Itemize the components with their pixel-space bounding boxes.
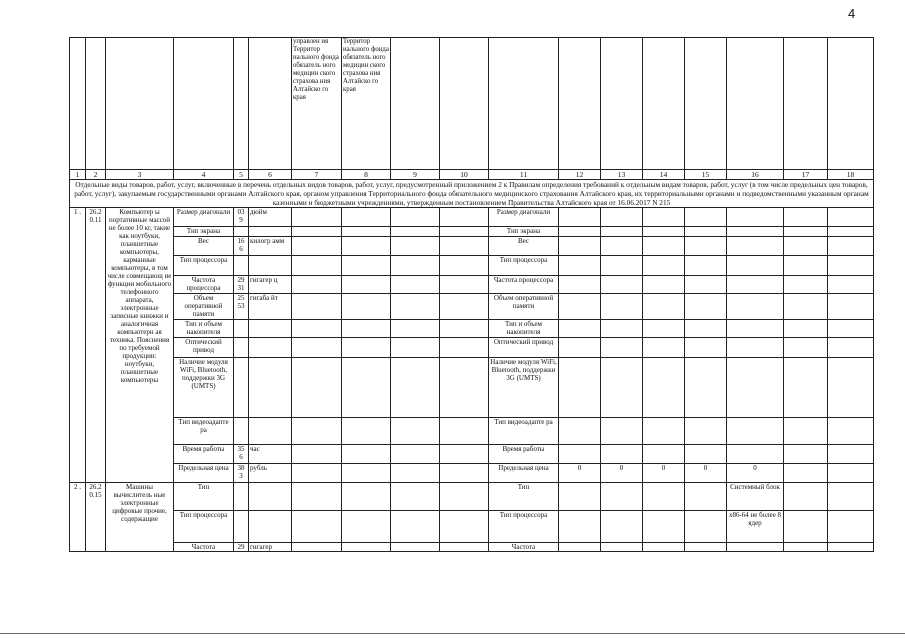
okei-code: 29 (234, 543, 249, 552)
column-number: 1 (70, 170, 86, 180)
column-number: 16 (727, 170, 784, 180)
okei-code (234, 320, 249, 338)
column-number: 7 (292, 170, 342, 180)
okei-code (234, 418, 249, 445)
characteristic: Предельная цена (174, 464, 234, 483)
okei-code (234, 358, 249, 418)
page-number: 4 (848, 6, 856, 21)
column-number: 2 (86, 170, 106, 180)
column-number: 9 (391, 170, 440, 180)
characteristic-approved: Вес (489, 237, 559, 256)
characteristic: Объем оперативной памяти (174, 294, 234, 320)
item-number: 2 . (70, 483, 86, 552)
okei-code (234, 256, 249, 276)
unit (249, 358, 292, 418)
okei-code (234, 338, 249, 358)
okei-code: 29 31 (234, 276, 249, 294)
okei-code: 38 3 (234, 464, 249, 483)
value-cell (727, 543, 784, 552)
column-number: 3 (106, 170, 174, 180)
characteristic-approved: Оптический привод (489, 338, 559, 358)
unit (249, 418, 292, 445)
table-row (70, 483, 874, 511)
column-number: 11 (489, 170, 559, 180)
column-number: 15 (685, 170, 727, 180)
column-number: 13 (601, 170, 643, 180)
characteristic-approved: Тип и объем накопителя (489, 320, 559, 338)
column-number: 5 (234, 170, 249, 180)
table-row (70, 358, 874, 418)
item-name: Машины вычислитель ные электронные цифровые прочие, содержащие (106, 483, 174, 552)
table-row (70, 320, 874, 338)
column-number: 6 (249, 170, 292, 180)
characteristic-approved: Частота (489, 543, 559, 552)
item-name: Компьютер ы портативные массой не более 10 кг, такие как ноутбуки, планшетные компьютеры, карманные компьютеры, в том числе совмещающ ие функции мобильного телефонного аппарата, электронные записные книжки и аналогичная компьютерн ая техника. Пояснения по требуемой продукции: ноутбуки, планшетные компьютеры (106, 208, 174, 483)
unit: гигагер ц (249, 276, 292, 294)
column-number: 8 (342, 170, 391, 180)
table-row (70, 418, 874, 445)
header-col7: управлен ия Территор иального фонда обязатель ного медицин ского страхова ния Алтайско го края (292, 38, 342, 170)
unit: килогр амм (249, 237, 292, 256)
column-numbers-row (70, 170, 874, 180)
column-number: 4 (174, 170, 234, 180)
okei-code (234, 483, 249, 511)
item-code: 26.2 0.11 (86, 208, 106, 483)
characteristic-approved: Предельная цена (489, 464, 559, 483)
unit (249, 256, 292, 276)
unit: дюйм (249, 208, 292, 227)
value-cell: 0 (727, 464, 784, 483)
item-number: 1 . (70, 208, 86, 483)
value-cell: 0 (559, 464, 601, 483)
characteristic-approved: Тип видеоадапте ра (489, 418, 559, 445)
unit (249, 227, 292, 237)
okei-code: 35 6 (234, 445, 249, 464)
characteristic-approved: Тип экрана (489, 227, 559, 237)
okei-code: 03 9 (234, 208, 249, 227)
unit (249, 511, 292, 543)
unit (249, 320, 292, 338)
characteristic-approved: Наличие модуля WiFi, Bluetooth, поддержки 3G (UMTS) (489, 358, 559, 418)
column-number: 18 (828, 170, 874, 180)
table-row (70, 338, 874, 358)
unit: час (249, 445, 292, 464)
characteristic: Тип и объем накопителя (174, 320, 234, 338)
table-row (70, 208, 874, 227)
okei-code (234, 227, 249, 237)
table-row (70, 445, 874, 464)
okei-code: 16 6 (234, 237, 249, 256)
characteristic: Оптический привод (174, 338, 234, 358)
characteristic: Частота (174, 543, 234, 552)
value-cell: 0 (601, 464, 643, 483)
table-row (70, 237, 874, 256)
characteristic: Тип экрана (174, 227, 234, 237)
characteristic-approved: Тип процессора (489, 256, 559, 276)
characteristic-approved: Тип (489, 483, 559, 511)
page-bottom-rule (0, 633, 905, 634)
section-banner-row (70, 180, 874, 208)
characteristic-approved: Размер диагонали (489, 208, 559, 227)
item-code: 26.2 0.15 (86, 483, 106, 552)
unit: рубль (249, 464, 292, 483)
characteristic-approved: Время работы (489, 445, 559, 464)
characteristic: Тип процессора (174, 256, 234, 276)
table-row (70, 294, 874, 320)
table-row (70, 227, 874, 237)
unit (249, 483, 292, 511)
table-row (70, 543, 874, 552)
unit: гигагер (249, 543, 292, 552)
characteristic: Время работы (174, 445, 234, 464)
column-number: 10 (440, 170, 489, 180)
section-title: Отдельные виды товаров, работ, услуг, включенные в перечень отдельных видов товаров, работ, услуг, предусмотренный приложением 2 к Правилам определения требований к отдельным видам товаров, работ, услуг (в том числе предельных цен товаров, работ, услуг), закупаемым государственными органами Алтайского края, органом управления Территориального фонда обязательного медицинского страхования Алтайского края, их территориальными органами и подведомственными указанным органам казенными и бюджетными учреждениями, утвержденным постановлением Правительства Алтайского края от 16.06.2017 N 215 (70, 180, 874, 208)
characteristic: Частота процессора (174, 276, 234, 294)
characteristic-approved: Частота процессора (489, 276, 559, 294)
column-number: 12 (559, 170, 601, 180)
requirements-table (69, 37, 874, 552)
unit (249, 338, 292, 358)
value-cell: x86-64 не более 8 ядер (727, 511, 784, 543)
characteristic-approved: Тип процессора (489, 511, 559, 543)
characteristic: Тип процессора (174, 511, 234, 543)
column-number: 14 (643, 170, 685, 180)
okei-code (234, 511, 249, 543)
value-cell: 0 (685, 464, 727, 483)
value-cell: 0 (643, 464, 685, 483)
column-number: 17 (784, 170, 828, 180)
table-row (70, 256, 874, 276)
unit: гигаба йт (249, 294, 292, 320)
table-row (70, 511, 874, 543)
value-cell: Системный блок (727, 483, 784, 511)
table-row (70, 464, 874, 483)
header-col8: Территор иального фонда обязатель ного медицин ского страхова ния Алтайско го края (342, 38, 391, 170)
header-continuation-row (70, 38, 874, 170)
characteristic-approved: Объем оперативной памяти (489, 294, 559, 320)
characteristic: Размер диагонали (174, 208, 234, 227)
characteristic: Тип (174, 483, 234, 511)
characteristic: Наличие модуля WiFi, Bluetooth, поддержки 3G (UMTS) (174, 358, 234, 418)
table-row (70, 276, 874, 294)
characteristic: Вес (174, 237, 234, 256)
okei-code: 25 53 (234, 294, 249, 320)
characteristic: Тип видеоадапте ра (174, 418, 234, 445)
